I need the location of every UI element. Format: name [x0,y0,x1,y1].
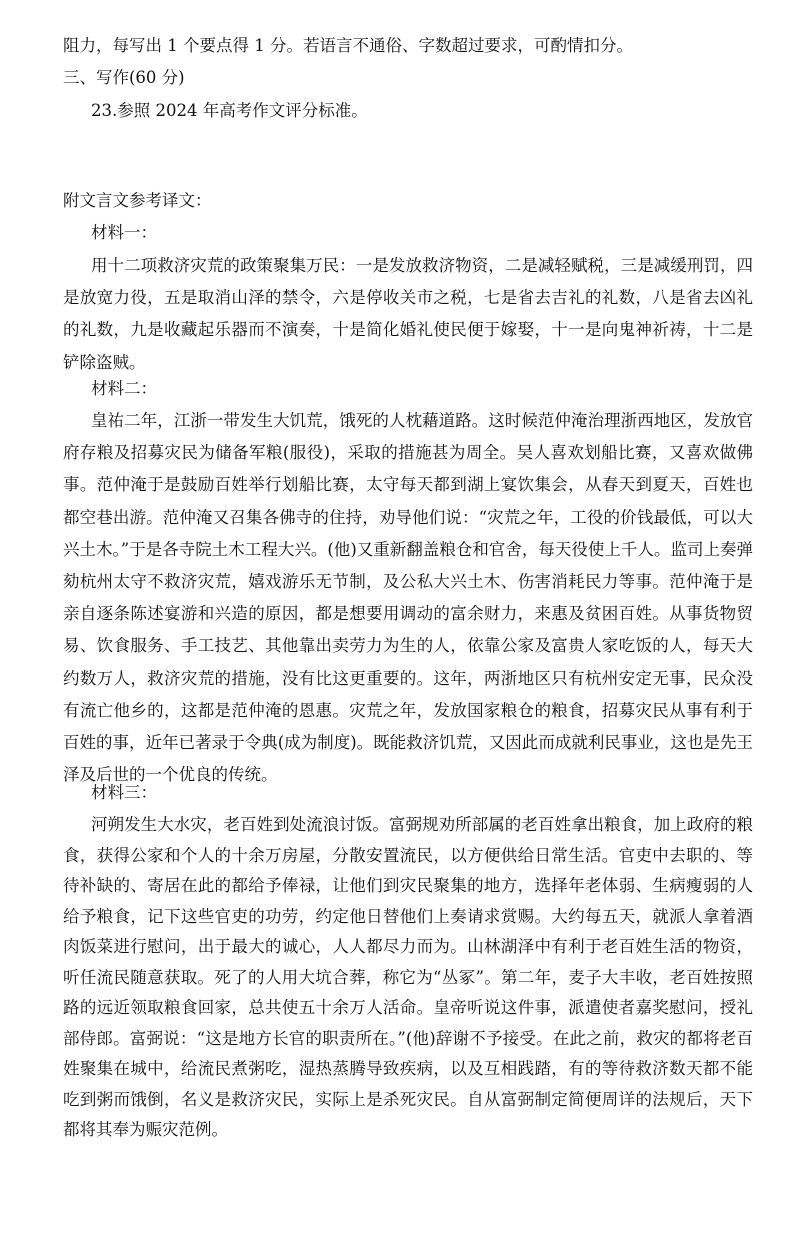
section-heading-writing: 三、写作(60 分) [63,68,185,87]
material-3-text: 河朔发生大水灾，老百姓到处流浪讨饭。富弼规劝所部属的老百姓拿出粮食，加上政府的粮食，获得公家和个人的十余万房屋，分散安置流民，以方便供给日常生活。官吏中去职的、等待补缺的、寄居在此的都给予俸禄，让他们到灾民聚集的地方，选择年老体弱、生病瘦弱的人给予粮食，记下这些官吏的功劳，约定他日替他们上奏请求赏赐。大约每五天，就派人拿着酒肉饭菜进行慰问，出于最大的诚心，人人都尽力而为。山林湖泽中有利于老百姓生活的物资，听任流民随意获取。死了的人用大坑合葬，称它为“丛冢”。第二年，麦子大丰收，老百姓按照路的远近领取粮食回家，总共使五十余万人活命。皇帝听说这件事，派遣使者嘉奖慰问，授礼部侍郎。富弼说：“这是地方长官的职责所在。”(他)辞谢不予接受。在此之前，救灾的都将老百姓聚集在城中，给流民煮粥吃，湿热蒸腾导致疾病，以及互相践踏，有的等待救济数天都不能吃到粥而饿倒，名义是救济灾民，实际上是杀死灾民。自从富弼制定简便周详的法规后，天下都将其奉为赈灾范例。 [63,815,753,1139]
material-2-text: 皇祐二年，江浙一带发生大饥荒，饿死的人枕藉道路。这时候范仲淹治理浙西地区，发放官府存粮及招募灾民为储备军粮(服役)，采取的措施甚为周全。吴人喜欢划船比赛，又喜欢做佛事。范仲淹于是鼓励百姓举行划船比赛，太守每天都到湖上宴饮集会，从春天到夏天，百姓也都空巷出游。范仲淹又召集各佛寺的住持，劝导他们说：“灾荒之年，工役的价钱最低，可以大兴土木。”于是各寺院土木工程大兴。(他)又重新翻盖粮仓和官舍，每天役使上千人。监司上奏弹劾杭州太守不救济灾荒，嬉戏游乐无节制，及公私大兴土木、伤害消耗民力等事。范仲淹于是亲自逐条陈述宴游和兴造的原因，都是想要用调动的富余财力，来惠及贫困百姓。从事货物贸易、饮食服务、手工技艺、其他靠出卖劳力为生的人，依靠公家及富贵人家吃饭的人，每天大约数万人，救济灾荒的措施，没有比这更重要的。这年，两浙地区只有杭州安定无事，民众没有流亡他乡的，这都是范仲淹的恩惠。灾荒之年，发放国家粮仓的粮食，招募灾民从事有利于百姓的事，近年已著录于令典(成为制度)。既能救济饥荒，又因此而成就利民事业，这也是先王泽及后世的一个优良的传统。 [63,411,753,785]
material-2-title: 材料二： [91,379,157,398]
translation-heading: 附文言文参考译文： [63,191,212,210]
answer-note-line: 阻力，每写出 1 个要点得 1 分。若语言不通俗、字数超过要求，可酌情扣分。 [63,36,633,55]
question-23: 23.参照 2024 年高考作文评分标准。 [91,101,368,120]
material-3-title: 材料三： [91,783,157,802]
material-1-title: 材料一： [91,223,157,242]
material-1-text: 用十二项救济灾荒的政策聚集万民：一是发放救济物资，二是减轻赋税，三是减缓刑罚，四是放宽力役，五是取消山泽的禁令，六是停收关市之税，七是省去吉礼的礼数，八是省去凶礼的礼数，九是收藏起乐器而不演奏，十是简化婚礼使民便于嫁娶，十一是向鬼神祈祷，十二是铲除盗贼。 [63,256,753,372]
